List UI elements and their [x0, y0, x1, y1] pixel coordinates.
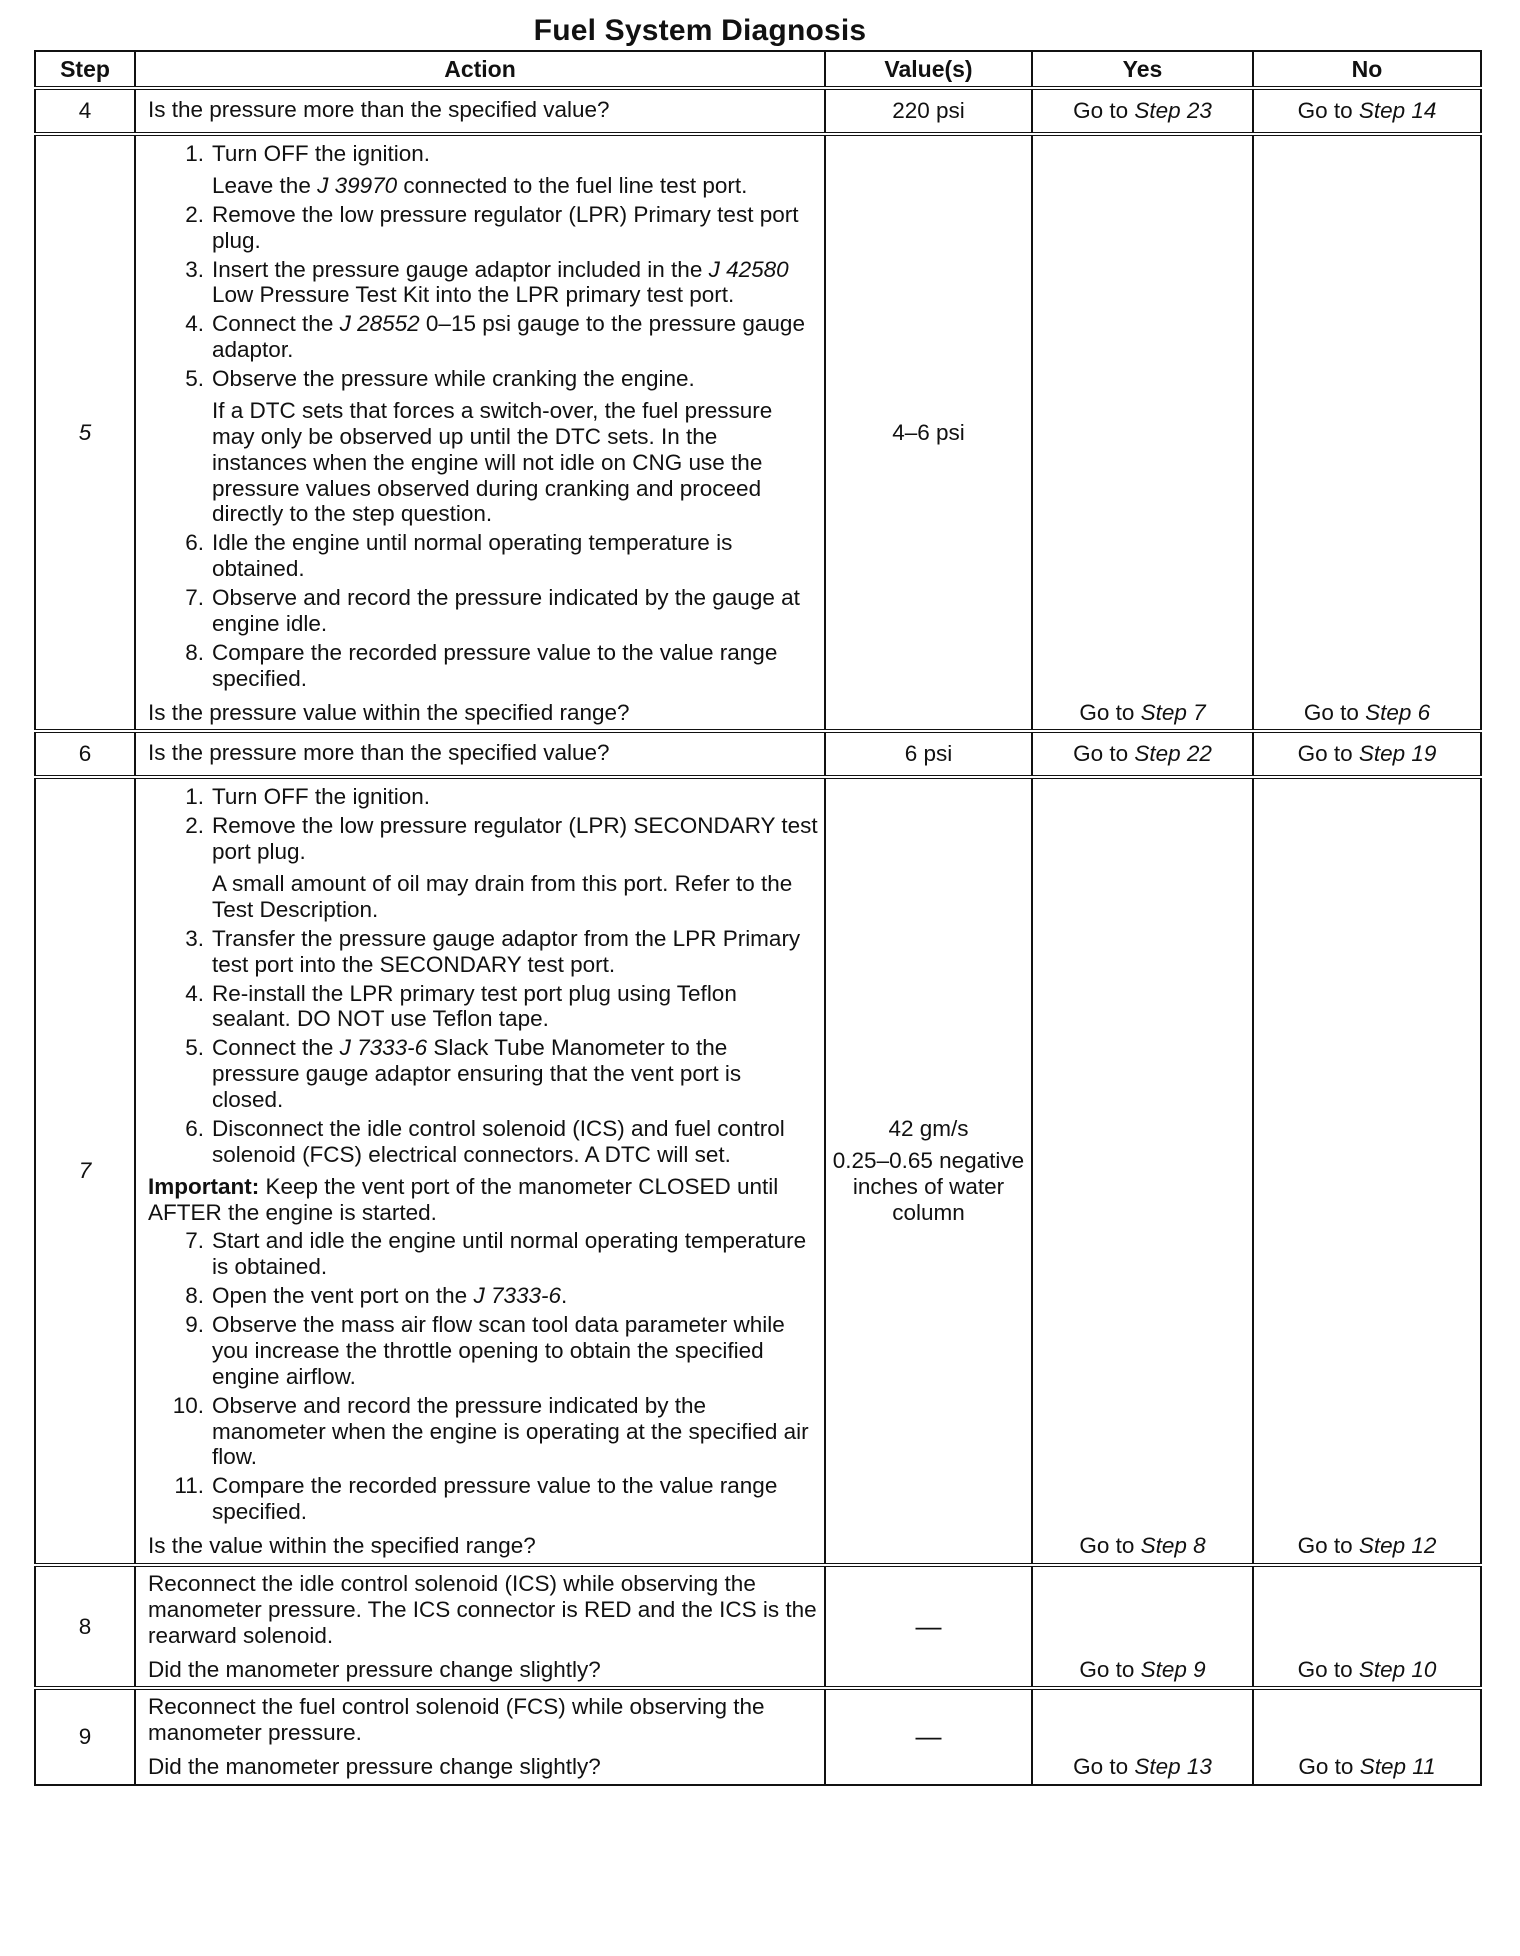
step-link: Step 10 — [1358, 1656, 1437, 1682]
action-note — [212, 173, 818, 199]
text-post: Low Pressure Test Kit into the LPR primary test port. — [212, 282, 735, 308]
step-link: Step 19 — [1358, 741, 1437, 767]
step-question: Is the pressure value within the specified range? — [148, 699, 630, 725]
text-pre: Turn OFF the ignition. — [212, 141, 431, 166]
header-values: Value(s) — [825, 51, 1032, 88]
step-number-cell: 9 — [35, 1688, 135, 1785]
yes-cell — [1032, 88, 1253, 134]
step-text — [212, 141, 818, 167]
step-text — [212, 257, 818, 309]
text-pre: Re-install the LPR primary test port plug using Teflon sealant. DO NOT use Teflon tape. — [212, 980, 737, 1032]
no-cell — [1253, 777, 1481, 1565]
important-note — [148, 1174, 818, 1226]
text-pre: Observe and record the pressure indicated by the manometer when the engine is operating at the specified air flow. — [212, 1392, 809, 1470]
text-post: 0–15 psi gauge to the pressure gauge adaptor. — [212, 311, 805, 363]
tool-name: J 28552 — [339, 311, 420, 337]
step-link: Step 23 — [1134, 98, 1212, 124]
step-text — [212, 1283, 818, 1309]
action-step — [148, 366, 818, 392]
step-number-cell: 4 — [35, 88, 135, 134]
value-text: 42 gm/s — [888, 1116, 969, 1142]
diagnosis-table — [34, 50, 1482, 1786]
table-row-step-9 — [35, 1688, 1481, 1785]
action-step — [148, 926, 818, 978]
action-step — [148, 1035, 818, 1113]
action-step — [148, 530, 818, 582]
step-number: 5. — [185, 1035, 204, 1061]
step-text — [212, 311, 818, 363]
text-pre: Remove the low pressure regulator (LPR) SECONDARY test port plug. — [212, 813, 818, 865]
value-cell — [825, 1565, 1032, 1689]
go-to-label: Go to — [1073, 741, 1129, 767]
value-cell — [825, 134, 1032, 731]
step-number: 7. — [185, 1228, 204, 1254]
table-row-step-4 — [35, 88, 1481, 134]
header-action: Action — [135, 51, 825, 88]
action-step — [148, 813, 818, 865]
step-number: 4. — [185, 980, 204, 1006]
action-step — [148, 202, 818, 254]
document-title: Fuel System Diagnosis — [533, 14, 867, 47]
action-steps — [148, 530, 818, 691]
go-to-label: Go to — [1079, 699, 1135, 725]
step-link: Step 22 — [1134, 741, 1212, 767]
text-pre: Disconnect the idle control solenoid (ICS) and fuel control solenoid (FCS) electrical connectors. A DTC will set. — [212, 1115, 785, 1167]
action-step — [148, 141, 818, 167]
text-pre: Observe the pressure while cranking the engine. — [212, 366, 695, 391]
text-post: . — [561, 1283, 568, 1309]
action-cell — [135, 88, 825, 134]
step-text — [212, 1116, 818, 1168]
tool-name: J 42580 — [708, 256, 789, 282]
text-post: Slack Tube Manometer to the pressure gauge adaptor ensuring that the vent port is closed. — [212, 1035, 742, 1112]
step-number: 10. — [172, 1392, 204, 1418]
value-text: 220 psi — [892, 98, 965, 124]
action-step — [148, 1393, 818, 1471]
action-step — [148, 585, 818, 637]
text-pre: Connect the — [212, 1035, 340, 1061]
go-to-label: Go to — [1297, 741, 1353, 767]
step-number-cell: 8 — [35, 1565, 135, 1689]
action-step — [148, 1228, 818, 1280]
step-number: 2. — [185, 813, 204, 839]
action-step — [148, 784, 818, 810]
yes-cell — [1032, 1565, 1253, 1689]
text-pre: Start and idle the engine until normal operating temperature is obtained. — [212, 1228, 807, 1280]
action-steps — [148, 141, 818, 167]
tool-name: J 7333-6 — [473, 1283, 561, 1309]
step-link: Step 14 — [1358, 98, 1437, 124]
go-to-label: Go to — [1079, 1656, 1135, 1682]
go-to-label: Go to — [1297, 1533, 1353, 1558]
text-pre: Connect the — [212, 311, 340, 337]
step-text — [212, 585, 818, 637]
go-to-label: Go to — [1303, 699, 1359, 725]
step-text — [212, 530, 818, 582]
table-row-step-7 — [35, 777, 1481, 1565]
action-cell — [135, 134, 825, 731]
text-pre: Leave the — [212, 172, 318, 198]
step-number: 9. — [185, 1312, 204, 1337]
text-pre: Observe and record the pressure indicated by the gauge at engine idle. — [212, 585, 800, 636]
action-step — [148, 981, 818, 1033]
step-question: Is the pressure more than the specified value? — [148, 97, 610, 123]
step-number: 4. — [185, 311, 204, 337]
step-number: 6. — [185, 530, 204, 556]
value-text: 6 psi — [904, 741, 953, 767]
value-stack — [826, 1116, 1031, 1226]
no-cell — [1253, 88, 1481, 134]
step-number: 8. — [185, 1283, 204, 1309]
step-link: Step 13 — [1134, 1754, 1212, 1780]
value-cell — [825, 731, 1032, 777]
action-step — [148, 640, 818, 692]
step-text — [212, 1228, 818, 1280]
text-pre: Compare the recorded pressure value to the value range specified. — [212, 639, 778, 691]
value-cell — [825, 88, 1032, 134]
step-number-cell: 7 — [35, 777, 135, 1565]
text-pre: Insert the pressure gauge adaptor included in the — [212, 256, 709, 282]
no-cell — [1253, 1688, 1481, 1785]
table-row-step-8 — [35, 1565, 1481, 1689]
yes-cell — [1032, 134, 1253, 731]
important-label: Important: — [148, 1173, 260, 1199]
action-cell — [135, 731, 825, 777]
action-steps — [148, 784, 818, 865]
step-number: 1. — [185, 141, 204, 166]
action-steps — [148, 1228, 818, 1525]
action-step — [148, 1312, 818, 1390]
step-text — [212, 366, 818, 392]
step-number: 8. — [185, 639, 204, 665]
step-number: 3. — [185, 256, 204, 282]
action-steps — [148, 926, 818, 1168]
step-text — [212, 202, 818, 254]
no-cell — [1253, 731, 1481, 777]
text-pre: Remove the low pressure regulator (LPR) Primary test port plug. — [212, 201, 799, 253]
step-question: Did the manometer pressure change slightly? — [148, 1754, 601, 1780]
step-number-cell: 6 — [35, 731, 135, 777]
step-text — [212, 784, 818, 810]
action-step — [148, 257, 818, 309]
step-link: Step 12 — [1358, 1533, 1437, 1558]
value-cell — [825, 777, 1032, 1565]
step-number: 3. — [185, 925, 204, 951]
table-row-step-5 — [35, 134, 1481, 731]
step-number-cell: 5 — [35, 134, 135, 731]
text-pre: Open the vent port on the — [212, 1283, 474, 1309]
step-number: 6. — [185, 1115, 204, 1141]
header-no: No — [1253, 51, 1481, 88]
tool-name: J 7333-6 — [339, 1035, 428, 1061]
step-text — [212, 1035, 818, 1113]
step-link: Step 9 — [1140, 1656, 1206, 1682]
action-note: A small amount of oil may drain from this port. Refer to the Test Description. — [212, 871, 793, 922]
step-number: 11. — [174, 1473, 204, 1499]
text-pre: Turn OFF the ignition. — [212, 784, 431, 810]
step-number: 7. — [185, 585, 204, 610]
table-row-step-6 — [35, 731, 1481, 777]
step-question: Is the value within the specified range? — [148, 1533, 536, 1558]
header-yes: Yes — [1032, 51, 1253, 88]
step-question: Is the pressure more than the specified value? — [148, 740, 610, 766]
action-step — [148, 1283, 818, 1309]
step-text — [212, 1312, 818, 1390]
yes-cell — [1032, 731, 1253, 777]
tool-name: J 39970 — [317, 172, 398, 198]
step-link: Step 11 — [1359, 1754, 1436, 1780]
text-post: connected to the fuel line test port. — [397, 172, 748, 198]
value-text: — — [915, 1721, 942, 1752]
yes-cell — [1032, 777, 1253, 1565]
step-question: Did the manometer pressure change slightly? — [148, 1656, 601, 1682]
action-step — [148, 1116, 818, 1168]
action-step — [148, 311, 818, 363]
action-cell — [135, 1688, 825, 1785]
text-pre: Observe the mass air flow scan tool data parameter while you increase the throttle opening to obtain the specified engine airflow. — [212, 1312, 785, 1389]
action-text: Reconnect the fuel control solenoid (FCS) while observing the manometer pressure. — [148, 1694, 765, 1746]
value-text: 0.25–0.65 negative inches of water column — [832, 1148, 1025, 1225]
step-text — [212, 1393, 818, 1471]
step-number: 2. — [185, 201, 204, 227]
value-text: 4–6 psi — [892, 419, 965, 445]
step-text — [212, 926, 818, 978]
go-to-label: Go to — [1073, 98, 1129, 124]
go-to-label: Go to — [1297, 98, 1353, 124]
action-cell — [135, 777, 825, 1565]
step-number: 5. — [185, 366, 204, 391]
header-step: Step — [35, 51, 135, 88]
go-to-label: Go to — [1079, 1533, 1135, 1558]
no-cell — [1253, 134, 1481, 731]
step-text — [212, 813, 818, 865]
important-text: Keep the vent port of the manometer CLOSED until AFTER the engine is started. — [148, 1173, 779, 1225]
action-text: Reconnect the idle control solenoid (ICS) while observing the manometer pressure. The ICS connector is RED and the ICS is the rearward solenoid. — [148, 1570, 817, 1648]
no-cell — [1253, 1565, 1481, 1689]
step-text — [212, 640, 818, 692]
action-steps — [148, 202, 818, 392]
go-to-label: Go to — [1073, 1754, 1129, 1780]
value-text: — — [915, 1610, 942, 1641]
action-step — [148, 1473, 818, 1525]
go-to-label: Go to — [1298, 1754, 1354, 1780]
step-text — [212, 981, 818, 1033]
text-pre: Compare the recorded pressure value to the value range specified. — [212, 1473, 778, 1525]
step-link: Step 6 — [1365, 699, 1431, 725]
action-cell — [135, 1565, 825, 1689]
step-link: Step 8 — [1140, 1533, 1206, 1558]
table-header-row — [35, 51, 1481, 88]
text-pre: Transfer the pressure gauge adaptor from the LPR Primary test port into the SECONDARY test port. — [212, 925, 801, 977]
value-cell — [825, 1688, 1032, 1785]
go-to-label: Go to — [1297, 1656, 1353, 1682]
step-number: 1. — [185, 784, 204, 810]
action-note: If a DTC sets that forces a switch-over, the fuel pressure may only be observed up until the DTC sets. In the instances when the engine will not idle on CNG use the pressure values observed during cranking and proceed directly to the step question. — [212, 397, 773, 527]
table-body — [35, 88, 1481, 1785]
step-link: Step 7 — [1140, 699, 1206, 725]
yes-cell — [1032, 1688, 1253, 1785]
text-pre: Idle the engine until normal operating temperature is obtained. — [212, 530, 733, 582]
step-text — [212, 1473, 818, 1525]
